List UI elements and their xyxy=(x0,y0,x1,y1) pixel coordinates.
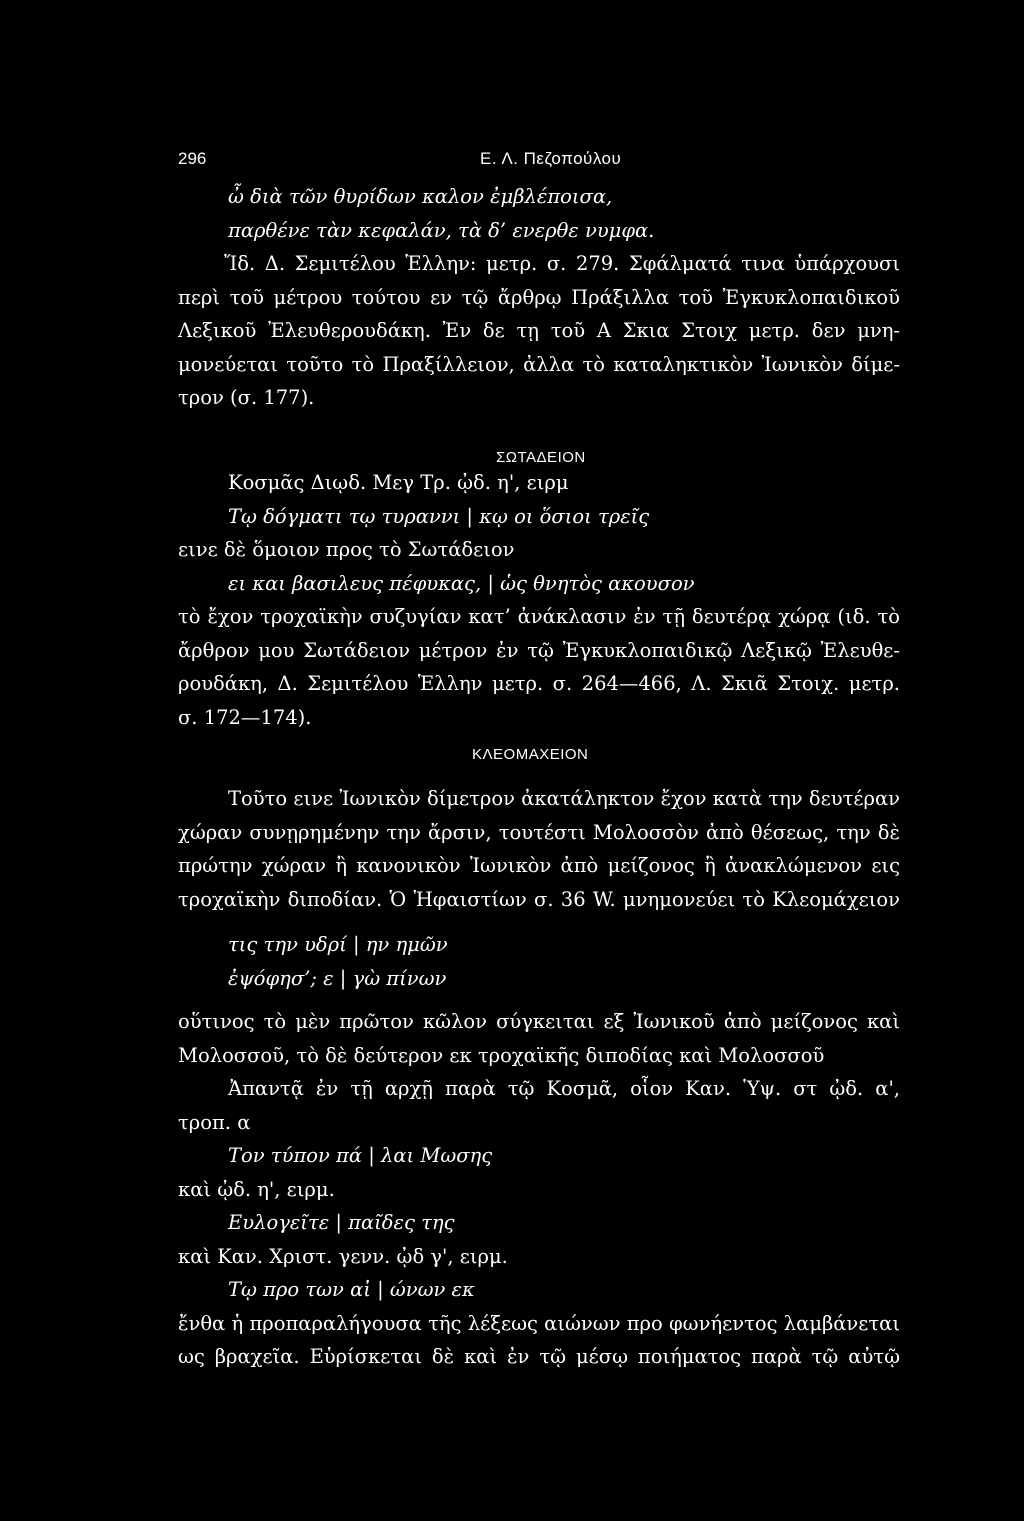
paragraph-line: εινε δὲ ὅμοιον προς τὸ Σωτάδειον xyxy=(178,538,515,561)
verse-line: Τῳ δόγματι τῳ τυραννι | κῳ οι ὅσιοι τρεῖς xyxy=(228,504,650,528)
verse-line: Τῳ προ των αἰ | ώνων εκ xyxy=(228,1278,475,1301)
paragraph-line: Μολοσσοῦ, τὸ δὲ δεύτερον εκ τροχαϊκῆς διποδίας καὶ Μολοσσοῦ xyxy=(178,1043,825,1067)
spacer xyxy=(178,995,900,1005)
paragraph-line: περὶ τοῦ μέτρου τούτου εν τῷ ἄρθρῳ Πράξιλλα τοῦ Ἐγκυκλοπαιδικοῦ xyxy=(178,285,900,309)
paragraph-line: πρώτην χώραν ἢ κανονικὸν Ἰωνικὸν ἀπὸ μείζονος ἢ ἀνακλώμενον εις xyxy=(178,854,900,877)
paragraph-line: ως βραχεῖα. Εὑρίσκεται δὲ καὶ ἐν τῷ μέσῳ ποιήματος παρὰ τῷ αὐτῷ xyxy=(178,1345,900,1368)
kleomacheion-section xyxy=(178,782,900,1374)
paragraph-line: Κοσμᾶς Διῳδ. Μεγ Τρ. ᾠδ. η', ειρμ xyxy=(228,471,569,494)
paragraph-line: τροπ. α xyxy=(178,1110,251,1134)
verse-line: τις την υδρί | ην ημῶν xyxy=(228,933,448,956)
paragraph-line: οὕτινος τὸ μὲν πρῶτον κῶλον σύγκειται εξ Ἰωνικοῦ ἀπὸ μείζονος καὶ xyxy=(178,1010,900,1033)
paragraph-line: τὸ ἔχον τροχαϊκὴν συζυγίαν κατ’ ἀνάκλασιν ἐν τῇ δευτέρᾳ χώρᾳ (ιδ. τὸ xyxy=(178,605,900,628)
paragraph-line: σ. 172—174). xyxy=(178,705,312,729)
paragraph-line: καὶ Καν. Χριστ. γενν. ᾠδ γ', ειρμ. xyxy=(178,1244,508,1268)
paragraph-line: τροχαϊκὴν διποδίαν. Ὁ Ἡφαιστίων σ. 36 W. μνημονεύει τὸ Κλεομάχειον xyxy=(178,887,900,911)
page-number: 296 xyxy=(178,149,207,168)
paragraph-line: Λεξικοῦ Ἐλευθερουδάκη. Ἐν δε τῃ τοῦ Α Σκια Στοιχ μετρ. δεν μνη- xyxy=(178,319,900,342)
opening-section xyxy=(178,180,900,415)
section-title-kleomacheion: ΚΛΕΟΜΑΧΕΙΟΝ xyxy=(472,746,589,763)
paragraph-line: τρον (σ. 177). xyxy=(178,386,315,409)
book-page xyxy=(178,0,918,1521)
paragraph-line: χώραν συνῃρημένην την ἄρσιν, τουτέστι Μολοσσὸν ἀπὸ θέσεως, την δὲ xyxy=(178,820,900,844)
paragraph-line: Τοῦτο εινε Ἰωνικὸν δίμετρον ἀκατάληκτον ἔχον κατὰ την δευτέραν xyxy=(228,787,900,810)
verse-line: ἐψόφησ’; ε | γὼ πίνων xyxy=(228,966,447,990)
verse-line: ὦ διὰ τῶν θυρίδων καλον ἐμβλέποισα, xyxy=(228,185,613,208)
verse-line: παρθένε τὰν κεφαλάν, τὰ δ’ ενερθε νυμφα. xyxy=(228,218,655,242)
verse-line: Ευλογεῖτε | παῖδες της xyxy=(228,1211,455,1234)
paragraph-line: ρουδάκη, Δ. Σεμιτέλου Ἑλλην μετρ. σ. 264—466, Λ. Σκιᾶ Στοιχ. μετρ. xyxy=(178,672,900,695)
paragraph-line: μονεύεται τοῦτο τὸ Πραξίλλειον, ἀλλα τὸ καταληκτικὸν Ἰωνικὸν δίμε- xyxy=(178,352,900,376)
spacer xyxy=(178,916,900,928)
paragraph-line: ἄρθρον μου Σωτάδειον μέτρον ἐν τῷ Ἐγκυκλοπαιδικῷ Λεξικῷ Ἐλευθε- xyxy=(178,638,900,662)
paragraph-line: καὶ ᾠδ. η', ειρμ. xyxy=(178,1177,335,1201)
sotadeion-section xyxy=(178,466,900,734)
verse-line: Τον τύπον πά | λαι Μωσης xyxy=(228,1144,493,1167)
paragraph-line: Ἴδ. Δ. Σεμιτέλου Ἑλλην: μετρ. σ. 279. Σφάλματά τινα ὑπάρχουσι xyxy=(224,252,900,275)
running-author: Ε. Λ. Πεζοπούλου xyxy=(480,149,622,168)
verse-line: ει και βασιλευς πέφυκας, | ὡς θνητὸς ακουσον xyxy=(228,571,695,595)
paragraph-line: ἔνθα ἡ προπαραλήγουσα τῆς λέξεως αιώνων προ φωνήεντος λαμβάνεται xyxy=(178,1311,900,1335)
section-title-sotadeion: ΣΩΤΑΔΕΙΟΝ xyxy=(496,449,586,466)
paragraph-line: Ἀπαντᾷ ἐν τῇ αρχῇ παρὰ τῷ Κοσμᾶ, οἷον Καν. Ὑψ. στ ᾠδ. α', xyxy=(228,1077,900,1100)
